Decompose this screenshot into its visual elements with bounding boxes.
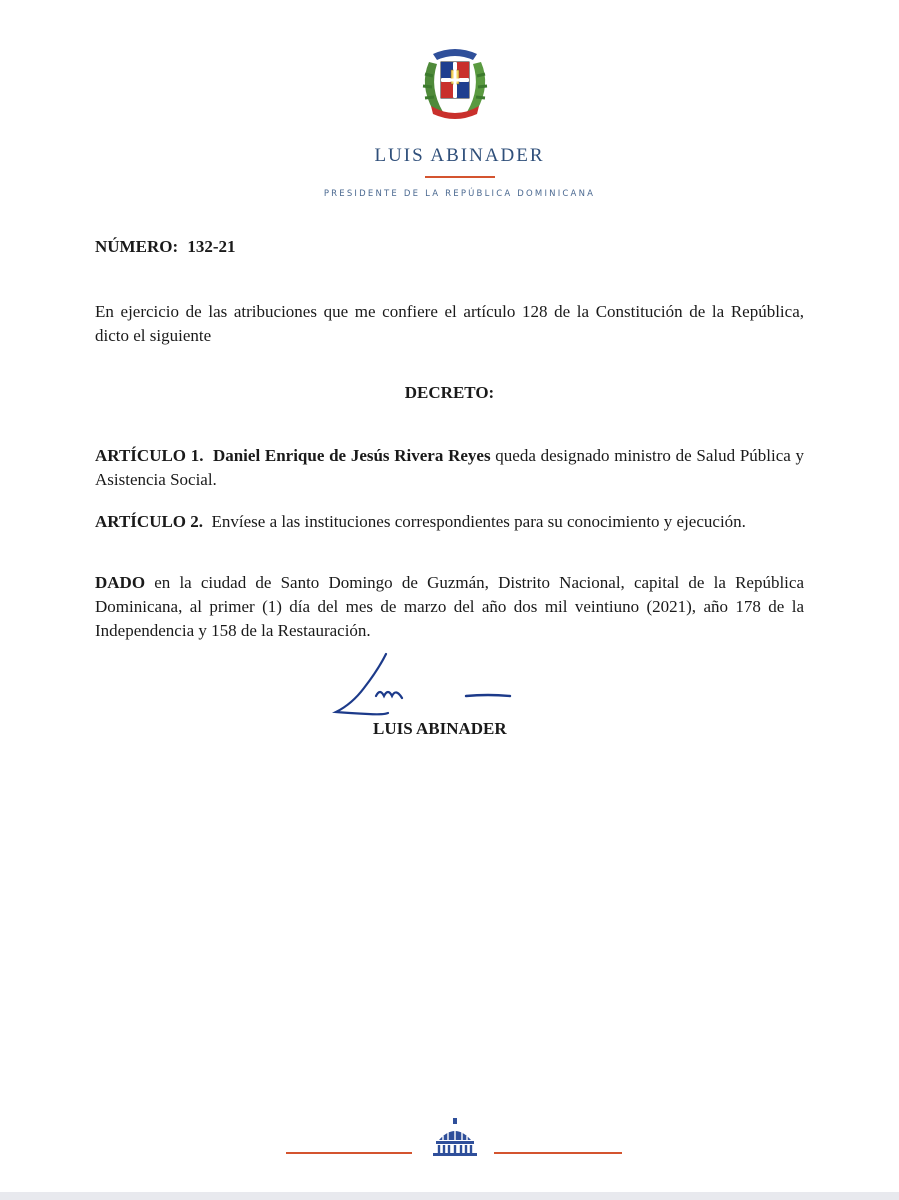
- intro-paragraph: En ejercicio de las atribuciones que me confiere el artículo 128 de la Constitución de la República, dicto el siguiente: [95, 302, 804, 345]
- article-1: [95, 444, 804, 492]
- article-2-text: Envíese a las instituciones correspondientes para su conocimiento y ejecución.: [211, 512, 746, 531]
- given-label: DADO: [95, 573, 146, 592]
- article-1-text: queda designado ministro de Salud Pública y Asistencia Social.: [95, 446, 805, 489]
- decree-number: [95, 237, 236, 257]
- header-divider: [425, 176, 495, 178]
- national-palace-dome-icon: [430, 1116, 480, 1158]
- appointee-name: Daniel Enrique de Jesús Rivera Reyes: [212, 446, 491, 465]
- header-subtitle: PRESIDENTE DE LA REPÚBLICA DOMINICANA: [323, 189, 596, 199]
- number-label: NÚMERO:: [95, 237, 179, 256]
- article-1-label: ARTÍCULO 1.: [95, 446, 204, 465]
- number-value: 132-21: [187, 237, 236, 256]
- footer-divider-left: [286, 1152, 412, 1154]
- page-bottom-edge: [0, 1192, 899, 1200]
- footer-divider-right: [494, 1152, 622, 1154]
- handwritten-signature: [328, 650, 518, 725]
- coat-of-arms-icon: [415, 40, 495, 122]
- given-text: en la ciudad de Santo Domingo de Guzmán, Distrito Nacional, capital de la República Dominicana, al primer (1) día del mes de marzo del año dos mil veintiuno (2021), año 178 de la Independencia y 158 de la Restauración.: [95, 573, 804, 640]
- decree-title: DECRETO:: [404, 383, 495, 402]
- signer-name: LUIS ABINADER: [373, 719, 507, 738]
- header-name: LUIS ABINADER: [374, 145, 545, 166]
- article-2: [95, 510, 804, 534]
- given-paragraph: [95, 571, 804, 643]
- article-2-label: ARTÍCULO 2.: [95, 512, 204, 531]
